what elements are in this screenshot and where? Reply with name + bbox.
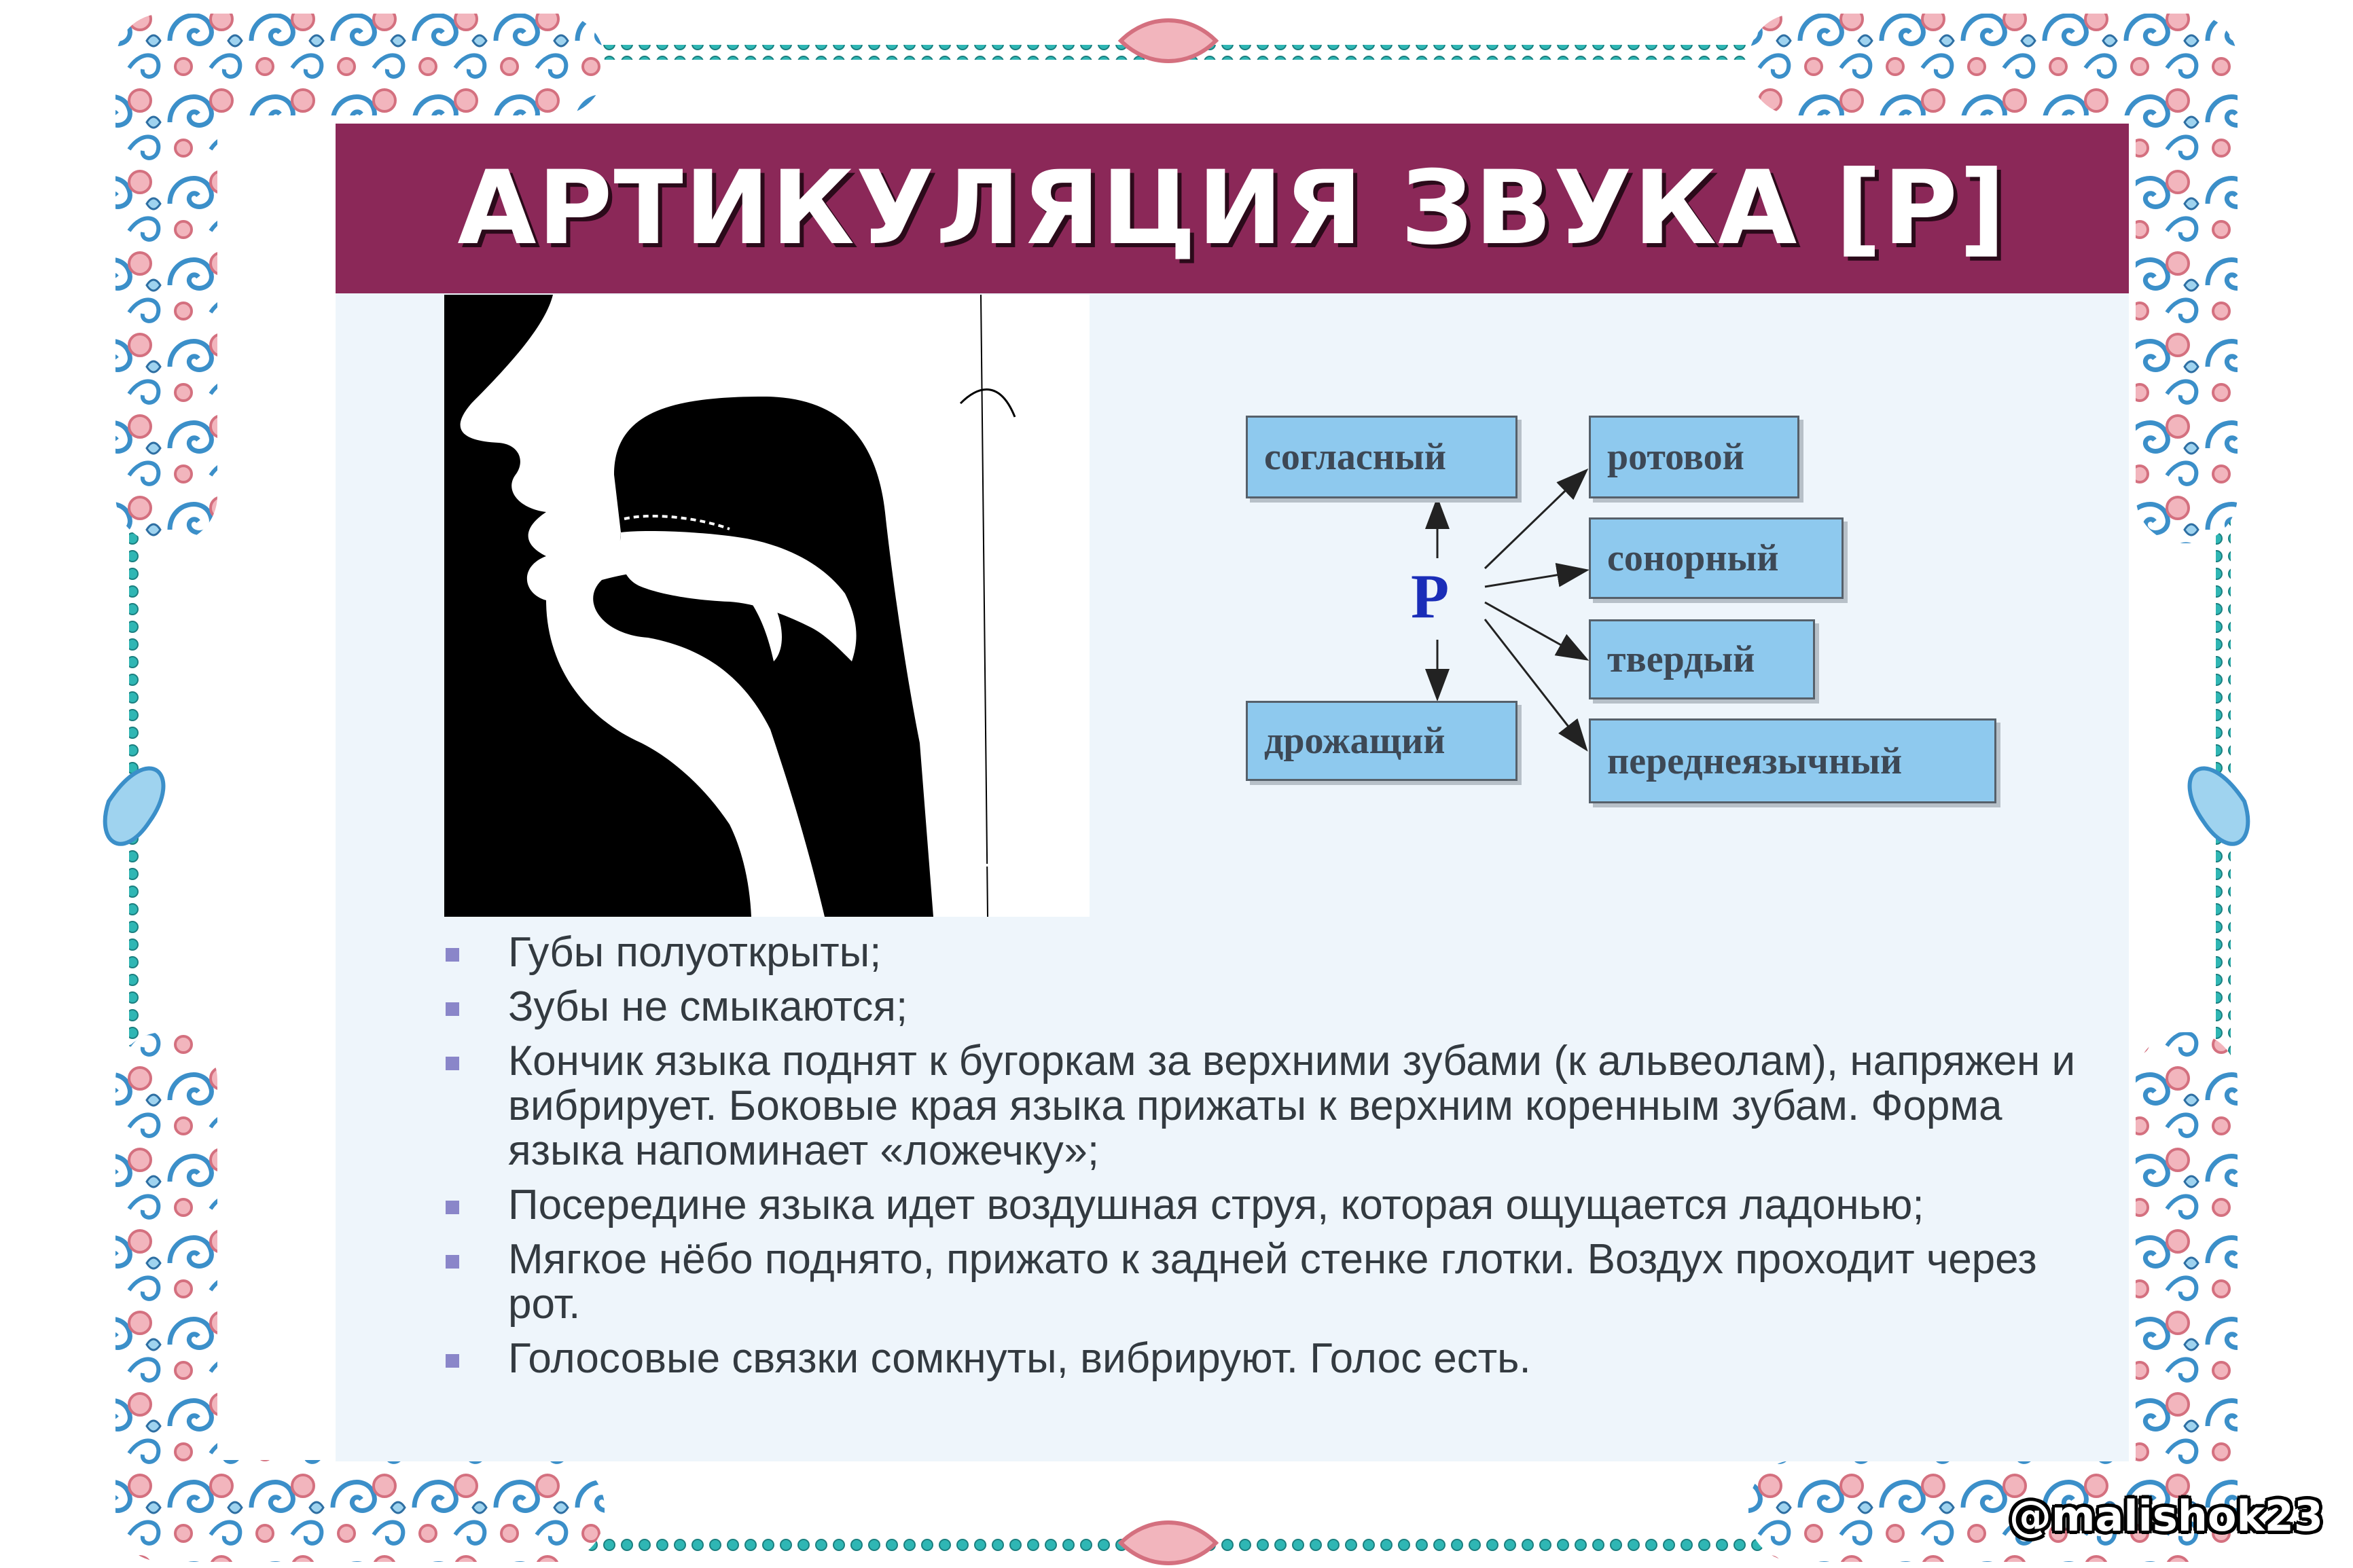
- box-hard: твердый: [1589, 619, 1815, 699]
- list-item: Кончик языка поднят к бугоркам за верхними зубами (к альвеолам), напряжен и вибрирует. Боковые края языка прижаты к верхним коренным зубам. Форма языка напоминает «ложечку»;: [444, 1039, 2102, 1173]
- list-item: Губы полуоткрыты;: [444, 930, 2102, 975]
- list-item: Мягкое нёбо поднято, прижато к задней стенке глотки. Воздух проходит через рот.: [444, 1237, 2102, 1327]
- slide-card: [336, 124, 2129, 1461]
- box-oral: ротовой: [1589, 416, 1799, 498]
- articulation-profile-image: [444, 295, 1090, 917]
- box-front-lingual: переднеязычный: [1589, 718, 1996, 803]
- list-item: Зубы не смыкаются;: [444, 985, 2102, 1029]
- bullet-marker: [446, 1255, 459, 1269]
- list-item: Посередине языка идет воздушная струя, которая ощущается ладонью;: [444, 1183, 2102, 1228]
- center-letter-r: Р: [1411, 562, 1450, 631]
- bullet-marker: [446, 1354, 459, 1368]
- title-band: [336, 124, 2129, 293]
- box-consonant: согласный: [1246, 416, 1517, 498]
- slide-title: АРТИКУЛЯЦИЯ ЗВУКА [Р]: [457, 149, 2007, 268]
- bullet-marker: [446, 1201, 459, 1214]
- list-item: Голосовые связки сомкнуты, вибрируют. Голос есть.: [444, 1336, 2102, 1381]
- box-sonorant: сонорный: [1589, 517, 1844, 599]
- bullet-marker: [446, 1057, 459, 1070]
- sound-classification-diagram: [1239, 395, 2054, 871]
- bullet-marker: [446, 948, 459, 962]
- bullet-marker: [446, 1002, 459, 1016]
- watermark-handle: @malishok23: [2009, 1491, 2323, 1541]
- articulation-bullet-list: [444, 930, 2102, 1391]
- box-trill: дрожащий: [1246, 701, 1517, 781]
